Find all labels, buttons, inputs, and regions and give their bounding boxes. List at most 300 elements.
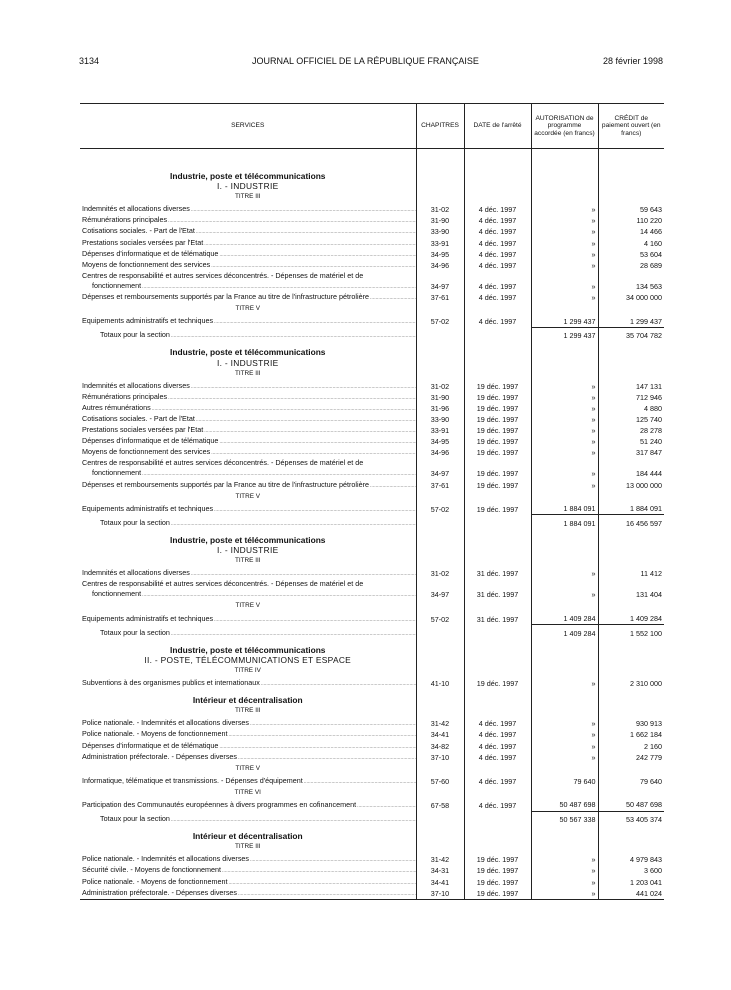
autorisation-cell: 50 567 338 — [531, 811, 598, 825]
service-cell — [80, 425, 416, 436]
service-label: Police nationale. - Indemnités et allocations diverses — [82, 718, 250, 728]
autorisation-cell: » — [531, 292, 598, 303]
section-heading-row — [80, 655, 664, 665]
chapitre-cell: 57-02 — [416, 614, 464, 625]
autorisation-cell: » — [531, 215, 598, 226]
service-cell: Industrie, poste et télécommunications — [170, 644, 326, 655]
credit-cell — [598, 368, 664, 381]
credit-cell — [598, 841, 664, 854]
credit-cell — [598, 639, 664, 655]
service-cell: Intérieur et décentralisation — [192, 831, 303, 842]
autorisation-cell: » — [531, 425, 598, 436]
autorisation-cell — [531, 341, 598, 357]
chapitre-cell: 31-96 — [416, 403, 464, 414]
autorisation-cell: 1 299 437 — [531, 327, 598, 341]
service-label: Dépenses et remboursements supportés par la France au titre de l'infrastructure pétrolière — [82, 479, 370, 489]
chapitre-cell — [416, 271, 464, 281]
service-label: Equipements administratifs et techniques — [82, 503, 214, 513]
service-cell: TITRE VI — [234, 788, 261, 796]
credit-cell: 712 946 — [598, 392, 664, 403]
date-cell: 4 déc. 1997 — [464, 204, 531, 215]
service-cell — [80, 316, 416, 327]
date-cell: 4 déc. 1997 — [464, 718, 531, 729]
date-cell — [464, 271, 531, 281]
service-cell: TITRE III — [234, 369, 261, 377]
col-header-credit: CRÉDIT de paiement ouvert (en francs) — [598, 104, 664, 149]
credit-cell: 1 552 100 — [598, 625, 664, 639]
autorisation-cell: » — [531, 729, 598, 740]
service-cell — [80, 215, 416, 226]
table-row — [80, 854, 664, 865]
service-cell: I. - INDUSTRIE — [217, 181, 279, 192]
autorisation-cell: 79 640 — [531, 776, 598, 787]
title-heading-row — [80, 191, 664, 204]
date-cell — [464, 303, 531, 316]
chapitre-cell: 31-42 — [416, 718, 464, 729]
credit-cell — [598, 271, 664, 281]
chapitre-cell — [416, 705, 464, 718]
autorisation-cell — [531, 655, 598, 665]
credit-cell: 51 240 — [598, 436, 664, 447]
service-cell — [80, 204, 416, 215]
autorisation-cell — [531, 579, 598, 589]
autorisation-cell — [531, 825, 598, 841]
credit-cell: 2 160 — [598, 741, 664, 752]
credit-cell: 34 000 000 — [598, 292, 664, 303]
date-cell: 4 déc. 1997 — [464, 292, 531, 303]
date-cell: 4 déc. 1997 — [464, 238, 531, 249]
service-cell — [80, 468, 416, 479]
chapitre-cell — [416, 165, 464, 181]
chapitre-cell — [416, 327, 464, 341]
autorisation-cell: » — [531, 414, 598, 425]
ministry-heading-row — [80, 639, 664, 655]
table-row — [80, 425, 664, 436]
service-label: Totaux pour la section — [100, 517, 170, 527]
table-row — [80, 436, 664, 447]
chapitre-cell: 34-82 — [416, 741, 464, 752]
table-row — [80, 752, 664, 763]
date-cell — [464, 639, 531, 655]
chapitre-cell — [416, 515, 464, 529]
autorisation-cell — [531, 358, 598, 368]
service-cell — [80, 865, 416, 876]
section-heading-row — [80, 545, 664, 555]
autorisation-cell — [531, 705, 598, 718]
chapitre-cell: 34-97 — [416, 281, 464, 292]
chapitre-cell: 33-90 — [416, 226, 464, 237]
credit-cell: 14 466 — [598, 226, 664, 237]
autorisation-cell: » — [531, 854, 598, 865]
service-label: fonctionnement — [92, 280, 142, 290]
autorisation-cell: » — [531, 281, 598, 292]
chapitre-cell — [416, 639, 464, 655]
ministry-heading-row — [80, 529, 664, 545]
date-cell — [464, 368, 531, 381]
title-heading-row — [80, 600, 664, 613]
autorisation-cell — [531, 165, 598, 181]
credit-cell: 53 604 — [598, 249, 664, 260]
credits-table — [80, 103, 664, 900]
service-cell: Centres de responsabilité et autres services déconcentrés. - Dépenses de matériel et de — [82, 579, 364, 589]
date-cell — [464, 811, 531, 825]
credit-cell: 131 404 — [598, 589, 664, 600]
credit-cell: 16 456 597 — [598, 515, 664, 529]
credit-cell — [598, 358, 664, 368]
ministry-heading-row — [80, 689, 664, 705]
credit-cell: 11 412 — [598, 568, 664, 579]
chapitre-cell: 34-97 — [416, 468, 464, 479]
table-row — [80, 741, 664, 752]
date-cell: 19 déc. 1997 — [464, 504, 531, 515]
date-cell — [464, 579, 531, 589]
section-total-row — [80, 811, 664, 825]
chapitre-cell — [416, 600, 464, 613]
date-cell — [464, 515, 531, 529]
credit-cell: 1 662 184 — [598, 729, 664, 740]
autorisation-cell — [531, 545, 598, 555]
chapitre-cell: 31-90 — [416, 215, 464, 226]
date-cell: 19 déc. 1997 — [464, 865, 531, 876]
autorisation-cell — [531, 555, 598, 568]
autorisation-cell — [531, 303, 598, 316]
table-row-text — [80, 271, 664, 281]
autorisation-cell — [531, 639, 598, 655]
service-cell — [80, 260, 416, 271]
date-cell — [464, 545, 531, 555]
service-label: Rémunérations principales — [82, 215, 168, 225]
service-label: Dépenses d'informatique et de télématique — [82, 436, 219, 446]
date-cell: 31 déc. 1997 — [464, 614, 531, 625]
table-row — [80, 729, 664, 740]
credit-cell — [598, 529, 664, 545]
date-cell: 4 déc. 1997 — [464, 752, 531, 763]
chapitre-cell — [416, 555, 464, 568]
credit-cell: 930 913 — [598, 718, 664, 729]
autorisation-cell: 1 409 284 — [531, 625, 598, 639]
chapitre-cell — [416, 191, 464, 204]
chapitre-cell — [416, 787, 464, 800]
date-cell: 19 déc. 1997 — [464, 888, 531, 900]
service-cell — [80, 752, 416, 763]
service-label: Cotisations sociales. - Part de l'Etat — [82, 226, 195, 236]
service-label: Autres rémunérations — [82, 402, 151, 412]
service-cell — [80, 504, 416, 515]
date-cell: 31 déc. 1997 — [464, 589, 531, 600]
credit-cell: 13 000 000 — [598, 480, 664, 491]
autorisation-cell: » — [531, 436, 598, 447]
chapitre-cell: 37-61 — [416, 480, 464, 491]
chapitre-cell: 34-96 — [416, 260, 464, 271]
credit-cell — [598, 787, 664, 800]
date-cell — [464, 841, 531, 854]
chapitre-cell — [416, 655, 464, 665]
autorisation-cell — [531, 665, 598, 678]
date-cell — [464, 491, 531, 504]
chapitre-cell — [416, 665, 464, 678]
date-cell — [464, 763, 531, 776]
chapitre-cell: 34-95 — [416, 249, 464, 260]
date-cell: 19 déc. 1997 — [464, 468, 531, 479]
service-label: Equipements administratifs et techniques — [82, 316, 214, 326]
service-label: Informatique, télématique et transmissions. - Dépenses d'équipement — [82, 775, 303, 785]
table-row — [80, 226, 664, 237]
chapitre-cell: 34-95 — [416, 436, 464, 447]
credit-cell — [598, 458, 664, 468]
credit-cell: 4 979 843 — [598, 854, 664, 865]
date-cell: 4 déc. 1997 — [464, 281, 531, 292]
service-cell — [80, 741, 416, 752]
table-row — [80, 504, 664, 515]
credit-cell: 79 640 — [598, 776, 664, 787]
autorisation-cell — [531, 458, 598, 468]
service-label: Indemnités et allocations diverses — [82, 204, 190, 214]
service-label: Equipements administratifs et techniques — [82, 613, 214, 623]
credit-cell — [598, 165, 664, 181]
autorisation-cell — [531, 181, 598, 191]
service-cell: Industrie, poste et télécommunications — [170, 171, 326, 181]
service-label: Prestations sociales versées par l'Etat — [82, 425, 204, 435]
date-cell — [464, 600, 531, 613]
chapitre-cell: 67-58 — [416, 800, 464, 811]
title-heading-row — [80, 841, 664, 854]
date-cell: 19 déc. 1997 — [464, 403, 531, 414]
chapitre-cell: 34-97 — [416, 589, 464, 600]
autorisation-cell: » — [531, 718, 598, 729]
ministry-heading-row — [80, 825, 664, 841]
autorisation-cell: » — [531, 752, 598, 763]
chapitre-cell: 37-10 — [416, 888, 464, 900]
table-row — [80, 589, 664, 600]
spacer-row — [80, 149, 664, 166]
service-cell — [80, 614, 416, 625]
service-cell: TITRE V — [235, 764, 260, 772]
autorisation-cell — [531, 271, 598, 281]
credit-cell: 28 278 — [598, 425, 664, 436]
credit-cell: 110 220 — [598, 215, 664, 226]
service-cell — [80, 854, 416, 865]
service-cell — [80, 515, 416, 529]
service-cell — [80, 480, 416, 491]
date-cell — [464, 191, 531, 204]
date-cell: 19 déc. 1997 — [464, 425, 531, 436]
service-cell — [80, 877, 416, 888]
table-body — [80, 149, 664, 900]
credit-cell — [598, 491, 664, 504]
table-row — [80, 447, 664, 458]
service-cell — [80, 678, 416, 689]
journal-title: JOURNAL OFFICIEL DE LA RÉPUBLIQUE FRANÇAISE — [252, 56, 479, 66]
service-label: Rémunérations principales — [82, 391, 168, 401]
service-cell: TITRE V — [235, 305, 260, 313]
table-row — [80, 468, 664, 479]
service-label: Cotisations sociales. - Part de l'Etat — [82, 413, 195, 423]
table-row — [80, 249, 664, 260]
autorisation-cell: » — [531, 468, 598, 479]
credit-cell: 4 880 — [598, 403, 664, 414]
chapitre-cell: 34-31 — [416, 865, 464, 876]
section-heading-row — [80, 181, 664, 191]
autorisation-cell: » — [531, 480, 598, 491]
chapitre-cell: 37-10 — [416, 752, 464, 763]
credit-cell: 50 487 698 — [598, 800, 664, 811]
service-cell: Centres de responsabilité et autres services déconcentrés. - Dépenses de matériel et de — [82, 458, 364, 468]
service-cell — [80, 249, 416, 260]
service-cell: TITRE III — [234, 843, 261, 851]
autorisation-cell: » — [531, 865, 598, 876]
chapitre-cell: 31-02 — [416, 381, 464, 392]
service-label: Police nationale. - Indemnités et allocations diverses — [82, 854, 250, 864]
table-row — [80, 678, 664, 689]
service-cell: II. - POSTE, TÉLÉCOMMUNICATIONS ET ESPACE — [144, 654, 352, 665]
date-cell: 31 déc. 1997 — [464, 568, 531, 579]
date-cell: 4 déc. 1997 — [464, 249, 531, 260]
autorisation-cell — [531, 763, 598, 776]
service-label: Dépenses d'informatique et de télématique — [82, 740, 219, 750]
title-heading-row — [80, 303, 664, 316]
date-cell — [464, 327, 531, 341]
service-cell: TITRE III — [234, 193, 261, 201]
service-cell — [80, 281, 416, 292]
credit-cell: 134 563 — [598, 281, 664, 292]
credit-cell: 1 203 041 — [598, 877, 664, 888]
autorisation-cell: » — [531, 741, 598, 752]
credit-cell — [598, 600, 664, 613]
credit-cell: 35 704 782 — [598, 327, 664, 341]
table-row — [80, 877, 664, 888]
chapitre-cell — [416, 625, 464, 639]
autorisation-cell: 1 299 437 — [531, 316, 598, 327]
table-row — [80, 281, 664, 292]
table-row — [80, 614, 664, 625]
credit-cell: 3 600 — [598, 865, 664, 876]
date-cell — [464, 458, 531, 468]
date-cell — [464, 665, 531, 678]
service-cell: TITRE III — [234, 557, 261, 565]
title-heading-row — [80, 787, 664, 800]
credit-cell: 147 131 — [598, 381, 664, 392]
service-cell: Centres de responsabilité et autres services déconcentrés. - Dépenses de matériel et de — [82, 270, 364, 280]
service-label: Subventions à des organismes publics et internationaux — [82, 678, 260, 688]
title-heading-row — [80, 705, 664, 718]
chapitre-cell: 31-02 — [416, 204, 464, 215]
credit-cell — [598, 181, 664, 191]
autorisation-cell — [531, 689, 598, 705]
service-cell — [80, 729, 416, 740]
section-heading-row — [80, 358, 664, 368]
date-cell: 19 déc. 1997 — [464, 436, 531, 447]
date-cell — [464, 825, 531, 841]
date-cell: 4 déc. 1997 — [464, 260, 531, 271]
chapitre-cell — [416, 825, 464, 841]
table-row — [80, 865, 664, 876]
chapitre-cell: 34-41 — [416, 729, 464, 740]
service-label: Totaux pour la section — [100, 814, 170, 824]
autorisation-cell: » — [531, 392, 598, 403]
chapitre-cell — [416, 763, 464, 776]
credit-cell: 184 444 — [598, 468, 664, 479]
autorisation-cell: » — [531, 260, 598, 271]
service-cell — [80, 800, 416, 811]
date-cell — [464, 165, 531, 181]
date-cell — [464, 689, 531, 705]
chapitre-cell — [416, 341, 464, 357]
service-cell — [80, 888, 416, 900]
title-heading-row — [80, 763, 664, 776]
credit-cell: 242 779 — [598, 752, 664, 763]
table-row — [80, 204, 664, 215]
service-cell — [80, 226, 416, 237]
autorisation-cell — [531, 529, 598, 545]
chapitre-cell: 34-41 — [416, 877, 464, 888]
date-cell — [464, 655, 531, 665]
service-cell — [80, 327, 416, 341]
table-row — [80, 381, 664, 392]
date-cell: 19 déc. 1997 — [464, 447, 531, 458]
credit-cell — [598, 689, 664, 705]
chapitre-cell: 33-91 — [416, 425, 464, 436]
service-label: Administration préfectorale. - Dépenses diverses — [82, 887, 238, 897]
chapitre-cell: 31-42 — [416, 854, 464, 865]
col-header-chapitres: CHAPITRES — [416, 104, 464, 149]
date-cell: 19 déc. 1997 — [464, 854, 531, 865]
chapitre-cell: 41-10 — [416, 678, 464, 689]
credit-cell: 317 847 — [598, 447, 664, 458]
service-label: fonctionnement — [92, 468, 142, 478]
service-label: Prestations sociales versées par l'Etat — [82, 237, 204, 247]
table-row — [80, 403, 664, 414]
chapitre-cell — [416, 579, 464, 589]
credit-cell: 441 024 — [598, 888, 664, 900]
service-label: Dépenses d'informatique et de télématique — [82, 248, 219, 258]
date-cell: 4 déc. 1997 — [464, 226, 531, 237]
credit-cell — [598, 191, 664, 204]
date-cell: 4 déc. 1997 — [464, 800, 531, 811]
credit-cell — [598, 341, 664, 357]
chapitre-cell — [416, 841, 464, 854]
service-cell — [80, 436, 416, 447]
credit-cell — [598, 763, 664, 776]
title-heading-row — [80, 665, 664, 678]
service-cell — [80, 403, 416, 414]
autorisation-cell: » — [531, 249, 598, 260]
table-row — [80, 480, 664, 491]
table-header-row — [80, 104, 664, 149]
date-cell: 4 déc. 1997 — [464, 741, 531, 752]
chapitre-cell — [416, 458, 464, 468]
col-header-services: SERVICES — [80, 104, 416, 149]
ministry-heading-row — [80, 341, 664, 357]
chapitre-cell — [416, 368, 464, 381]
credit-cell — [598, 555, 664, 568]
section-total-row — [80, 515, 664, 529]
page-number: 3134 — [79, 56, 100, 66]
issue-date: 28 février 1998 — [602, 56, 663, 66]
chapitre-cell: 37-61 — [416, 292, 464, 303]
chapitre-cell: 57-60 — [416, 776, 464, 787]
service-cell — [80, 776, 416, 787]
date-cell — [464, 625, 531, 639]
service-label: Police nationale. - Moyens de fonctionnement — [82, 876, 228, 886]
autorisation-cell — [531, 368, 598, 381]
table-row — [80, 260, 664, 271]
chapitre-cell — [416, 689, 464, 705]
chapitre-cell — [416, 545, 464, 555]
autorisation-cell — [531, 191, 598, 204]
table-row — [80, 800, 664, 811]
date-cell: 19 déc. 1997 — [464, 381, 531, 392]
credit-cell — [598, 545, 664, 555]
